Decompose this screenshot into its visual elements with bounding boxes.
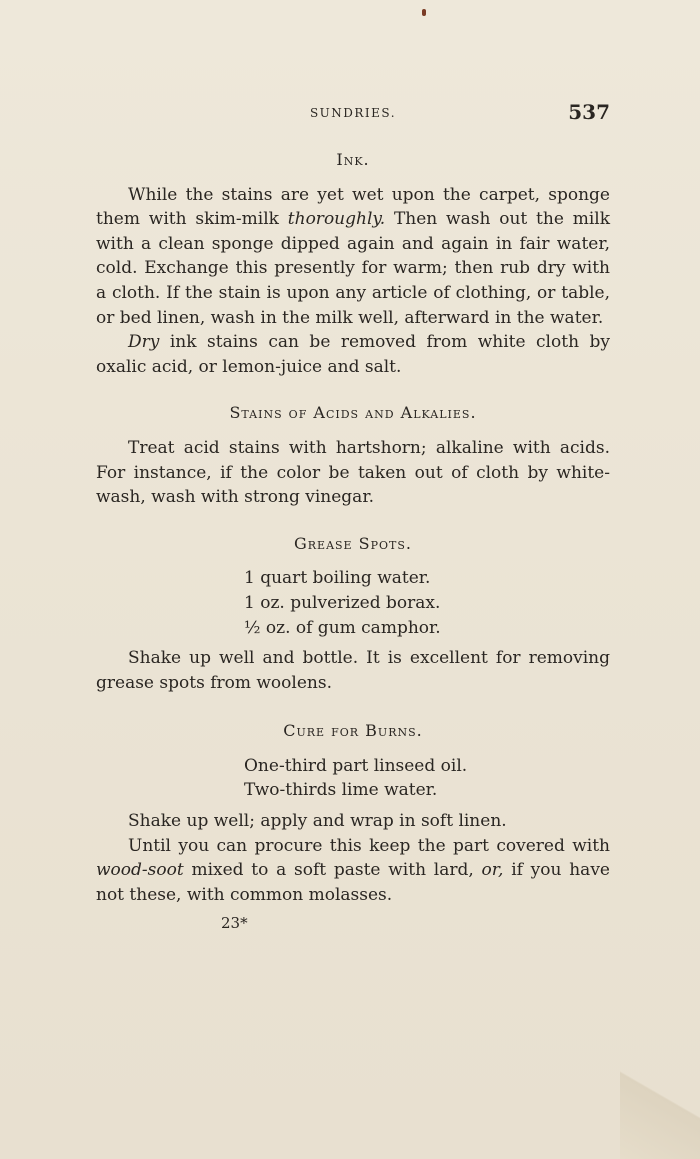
running-head: [96, 100, 610, 130]
page-content: [96, 148, 610, 936]
running-head-title: SUNDRIES.: [309, 106, 397, 120]
heading-grease: Grease Spots.: [293, 533, 413, 553]
burns-paragraph-1: Shake up well; apply and wrap in soft linen.: [128, 811, 507, 832]
heading-burns: Cure for Burns.: [283, 721, 423, 741]
heading-ink: Ink.: [336, 150, 370, 169]
ink-paragraph-1: While the stains are yet wet upon the carpet, sponge them with skim-milk thoroughly. Then wash out the milk with a clean sponge dipped again and again in fair water, cold. Exchange this presently for warm; then rub dry with a cloth. If the stain is upon any article of clothing, or table, or bed linen, wash in the milk well, afterward in the water.: [96, 184, 610, 328]
emphasis-or: or,: [481, 860, 504, 881]
recipe-line: 1 quart boiling water.: [244, 568, 431, 589]
burns-recipe: [244, 754, 610, 803]
recipe-line: One-third part linseed oil.: [244, 755, 468, 776]
recipe-line: 1 oz. pulverized borax.: [244, 592, 441, 613]
heading-acids: Stains of Acids and Alkalies.: [229, 403, 477, 423]
grease-recipe: [244, 566, 610, 640]
emphasis-dry: Dry: [128, 332, 160, 353]
acids-paragraph: Treat acid stains with hartshorn; alkaline with acids. For instance, if the color be taken out of cloth by white-wash, wash with strong vinegar.: [96, 437, 610, 508]
burns-paragraph-2: Until you can procure this keep the part covered with wood-soot mixed to a soft paste with lard, or, if you have not these, with common molasses.: [96, 835, 610, 905]
signature-mark: 23*: [221, 914, 248, 933]
emphasis-thoroughly: thoroughly.: [287, 209, 386, 230]
page-corner-fold: [620, 1009, 700, 1159]
recipe-line: Two-thirds lime water.: [244, 780, 438, 801]
recipe-line: ½ oz. of gum camphor.: [244, 617, 441, 638]
page-number: 537: [568, 100, 610, 124]
ink-paragraph-2: Dry ink stains can be removed from white cloth by oxalic acid, or lemon-juice and salt.: [96, 332, 610, 377]
emphasis-wood-soot: wood-soot: [96, 860, 184, 881]
grease-paragraph: Shake up well and bottle. It is excellent for removing grease spots from woolens.: [96, 648, 610, 693]
ink-speck: [422, 9, 426, 16]
